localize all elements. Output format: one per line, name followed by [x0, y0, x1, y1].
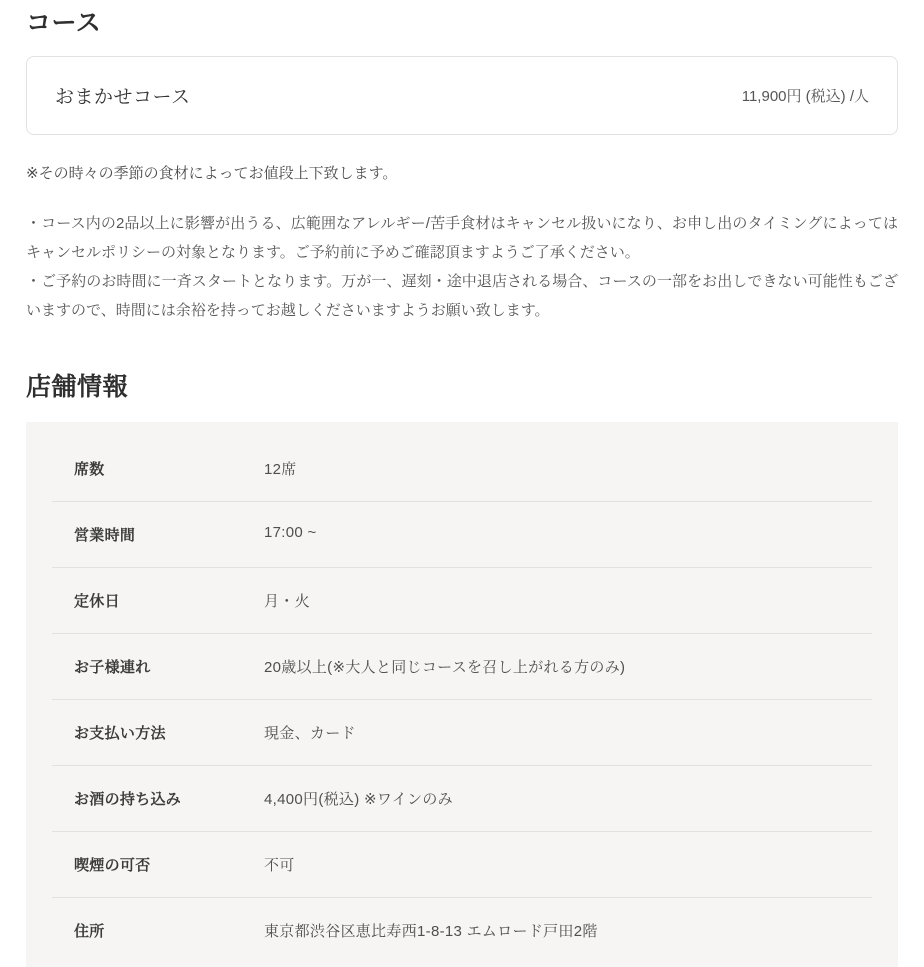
row-label-byo-alcohol: お酒の持ち込み — [74, 790, 182, 808]
table-row — [52, 699, 872, 765]
row-value-address: 東京都渋谷区恵比寿西1-8-13 エムロード戸田2階 — [264, 922, 598, 940]
row-value-byo-alcohol: 4,400円(税込) ※ワインのみ — [264, 790, 453, 808]
table-row — [52, 633, 872, 699]
course-name: おまかせコース — [55, 87, 191, 108]
row-label-address: 住所 — [74, 922, 105, 940]
row-label-children: お子様連れ — [74, 658, 151, 676]
shop-info-panel — [26, 422, 898, 967]
row-label-smoking: 喫煙の可否 — [74, 856, 151, 874]
row-label-closed-days: 定休日 — [74, 592, 120, 610]
table-row — [52, 765, 872, 831]
page-container — [0, 8, 924, 967]
table-row — [52, 897, 872, 963]
course-notes — [26, 209, 898, 326]
course-note-allergy: ・コース内の2品以上に影響が出うる、広範囲なアレルギー/苦手食材はキャンセル扱いになり、お申し出のタイミングによってはキャンセルポリシーの対象となります。ご予約前に予めご確認頂ますようご了承ください。 — [26, 214, 898, 261]
row-label-hours: 営業時間 — [74, 526, 136, 544]
row-label-payment: お支払い方法 — [74, 724, 166, 742]
course-note-start-time: ・ご予約のお時間に一斉スタートとなります。万が一、遅刻・途中退店される場合、コースの一部をお出しできない可能性もございますので、時間には余裕を持ってお越しくださいますようお願い致します。 — [26, 273, 898, 320]
table-row — [52, 436, 872, 502]
row-value-closed-days: 月・火 — [264, 592, 310, 610]
row-value-payment: 現金、カード — [264, 724, 356, 742]
row-value-hours: 17:00 ~ — [264, 523, 317, 541]
row-value-children: 20歳以上(※大人と同じコースを召し上がれる方のみ) — [264, 658, 626, 676]
table-row — [52, 567, 872, 633]
table-row — [52, 831, 872, 897]
course-price-note: ※その時々の季節の食材によってお値段上下致します。 — [26, 165, 398, 182]
row-value-smoking: 不可 — [264, 856, 295, 874]
row-value-seats: 12席 — [264, 460, 297, 478]
shop-info-table — [52, 436, 872, 963]
course-section-title: コース — [26, 9, 102, 37]
shop-info-section-title: 店舗情報 — [26, 372, 129, 401]
row-label-seats: 席数 — [74, 460, 105, 478]
course-price: 11,900円 (税込) /人 — [741, 88, 869, 105]
course-card[interactable] — [26, 56, 898, 135]
table-row — [52, 501, 872, 567]
